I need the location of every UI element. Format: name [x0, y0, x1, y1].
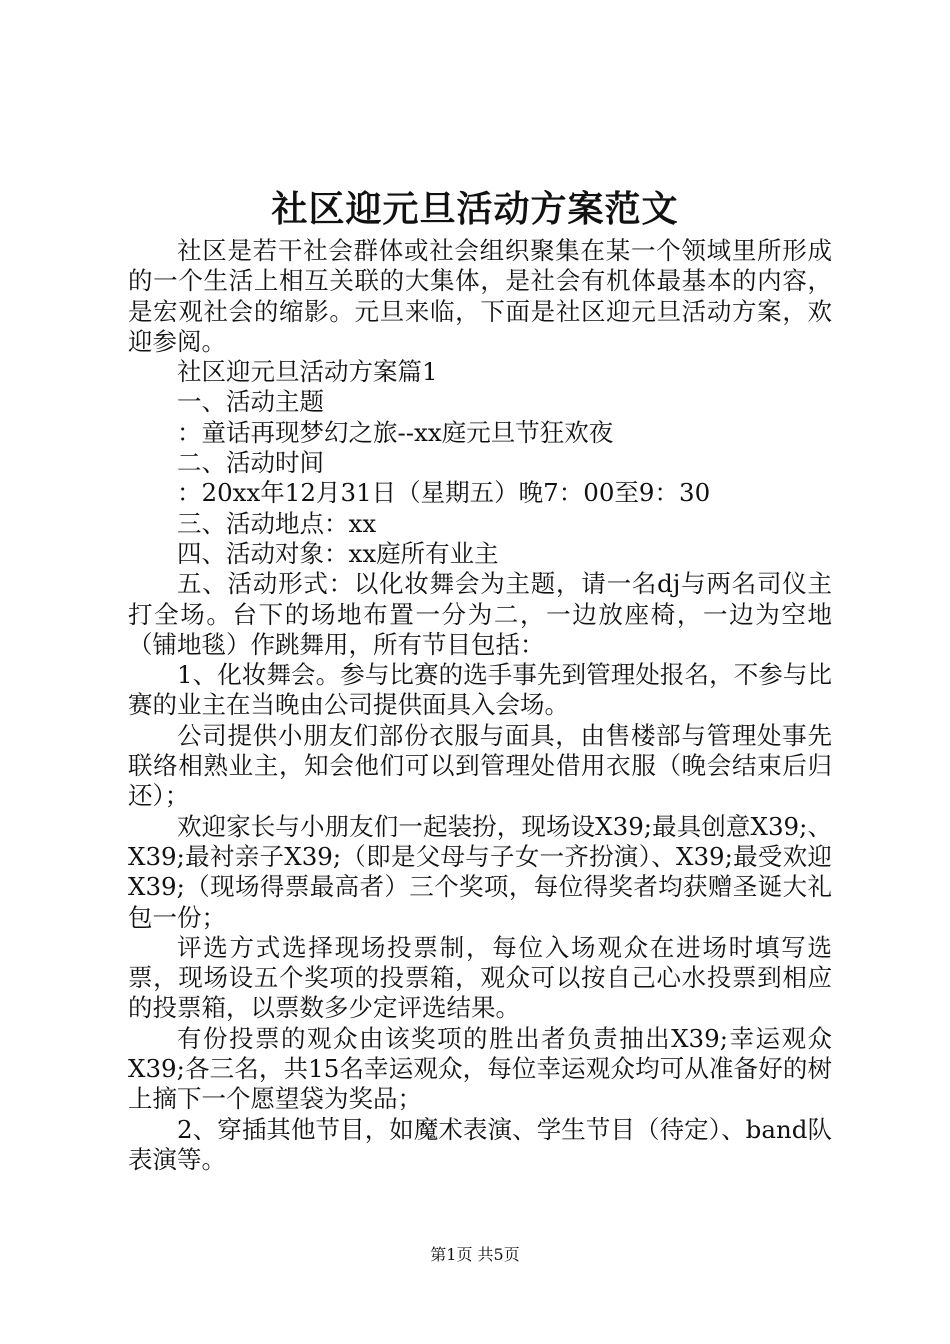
activity-location: 三、活动地点：xx [177, 508, 377, 538]
activity-audience: 四、活动对象：xx庭所有业主 [177, 538, 499, 568]
section-heading-plan-1: 社区迎元旦活动方案篇1 [177, 357, 438, 387]
paragraph-costumes: 公司提供小朋友们部份衣服与面具，由售楼部与管理处事先联络相熟业主，知会他们可以到管理处借用衣服（晚会结束后归还）； [128, 720, 832, 811]
item-costume-ball: 1、化妆舞会。参与比赛的选手事先到管理处报名，不参与比赛的业主在当晚由公司提供面具入会场。 [128, 660, 832, 720]
heading-activity-theme: 一、活动主题 [177, 387, 324, 417]
activity-format: 五、活动形式：以化妆舞会为主题，请一名dj与两名司仪主打全场。台下的场地布置一分为二，一边放座椅，一边为空地（铺地毯）作跳舞用，所有节目包括： [128, 569, 832, 659]
activity-theme-text: ：童话再现梦幻之旅--xx庭元旦节狂欢夜 [177, 417, 614, 447]
paragraph-awards: 欢迎家长与小朋友们一起装扮，现场设X39;最具创意X39;、X39;最衬亲子X39;（即是父母与子女一齐扮演）、X39;最受欢迎X39;（现场得票最高者）三个奖项，每位得奖者均获赠圣诞大礼包一份； [128, 811, 832, 932]
intro-paragraph: 社区是若干社会群体或社会组织聚集在某一个领域里所形成的一个生活上相互关联的大集体，是社会有机体最基本的内容，是宏观社会的缩影。元旦来临，下面是社区迎元旦活动方案，欢迎参阅。 [128, 236, 832, 356]
paragraph-lucky-draw: 有份投票的观众由该奖项的胜出者负责抽出X39;幸运观众X39;各三名，共15名幸运观众，每位幸运观众均可从准备好的树上摘下一个愿望袋为奖品； [128, 1023, 832, 1114]
activity-time-text: ：20xx年12月31日（星期五）晚7：00至9：30 [177, 478, 711, 508]
heading-activity-time: 二、活动时间 [177, 448, 324, 478]
document-title: 社区迎元旦活动方案范文 [271, 188, 679, 230]
document-body [128, 236, 832, 1175]
page-number-footer: 第1页 共5页 [430, 1245, 520, 1264]
item-other-programs: 2、穿插其他节目，如魔术表演、学生节目（待定）、band队表演等。 [128, 1114, 832, 1174]
paragraph-voting: 评选方式选择现场投票制，每位入场观众在进场时填写选票，现场设五个奖项的投票箱，观众可以按自己心水投票到相应的投票箱，以票数多少定评选结果。 [128, 932, 832, 1023]
